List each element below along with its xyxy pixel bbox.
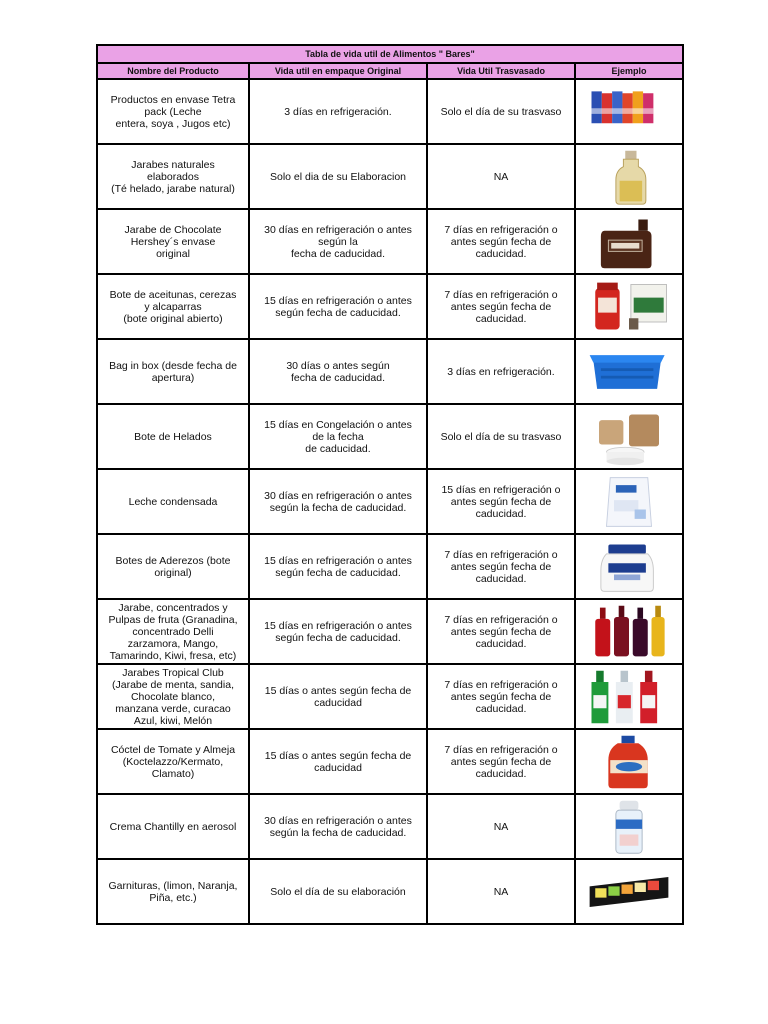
original-life-cell — [249, 469, 427, 534]
transferred-life: NA — [493, 820, 509, 833]
product-name: Cóctel de Tomate y Almeja (Koctelazzo/Kermato, Clamato) — [110, 743, 236, 780]
transferred-life-cell — [427, 859, 575, 924]
transferred-life: 3 días en refrigeración. — [447, 365, 555, 378]
original-life-cell — [249, 144, 427, 209]
product-name: Leche condensada — [128, 495, 218, 508]
product-name-cell — [97, 664, 249, 729]
transferred-life-cell — [427, 664, 575, 729]
product-name-cell — [97, 794, 249, 859]
original-life: 30 días o antes según fecha de caducidad. — [286, 359, 390, 384]
product-name-cell — [97, 209, 249, 274]
transferred-life: Solo el día de su trasvaso — [440, 105, 562, 118]
example-cell — [575, 794, 683, 859]
transferred-life-cell — [427, 534, 575, 599]
table-row-3 — [97, 209, 683, 274]
table-row-9 — [97, 599, 683, 664]
product-name: Productos en envase Tetra pack (Leche entera, soya , Jugos etc) — [110, 93, 236, 130]
product-name: Garnituras, (limon, Naranja, Piña, etc.) — [108, 879, 238, 904]
tropical-club-bottles-image — [581, 667, 677, 727]
example-cell — [575, 79, 683, 144]
product-name: Jarabes Tropical Club (Jarabe de menta, sandia, Chocolate blanco, manzana verde, curacao Azul, kiwi, Melón — [112, 666, 234, 727]
example-cell — [575, 664, 683, 729]
example-cell — [575, 339, 683, 404]
table-row-5 — [97, 339, 683, 404]
header-row — [97, 63, 683, 79]
product-name: Bote de aceitunas, cerezas y alcaparras (bote original abierto) — [109, 288, 237, 325]
original-life: 15 días en Congelación o antes de la fecha de caducidad. — [264, 418, 412, 455]
original-life: 15 días en refrigeración o antes según fecha de caducidad. — [264, 619, 412, 644]
transferred-life: 7 días en refrigeración o antes según fecha de caducidad. — [444, 223, 558, 260]
table-row-10 — [97, 664, 683, 729]
transferred-life-cell — [427, 599, 575, 664]
example-cell — [575, 144, 683, 209]
product-name-cell — [97, 859, 249, 924]
original-life: 3 días en refrigeración. — [284, 105, 392, 118]
glass-syrup-bottle-image — [581, 147, 677, 207]
fruit-syrup-bottles-image — [581, 602, 677, 662]
original-life: Solo el dia de su Elaboracion — [269, 170, 406, 183]
example-cell — [575, 209, 683, 274]
original-life-cell — [249, 404, 427, 469]
example-cell — [575, 469, 683, 534]
transferred-life-cell — [427, 729, 575, 794]
table-row-1 — [97, 79, 683, 144]
clamato-bottle-image — [581, 732, 677, 792]
transferred-life-cell — [427, 144, 575, 209]
transferred-life-cell — [427, 79, 575, 144]
product-name-cell — [97, 144, 249, 209]
header-original-life: Vida util en empaque Original — [249, 63, 427, 79]
transferred-life: 7 días en refrigeración o antes según fecha de caducidad. — [444, 613, 558, 650]
product-name-cell — [97, 469, 249, 534]
example-cell — [575, 274, 683, 339]
hersheys-jug-image — [581, 212, 677, 272]
blue-crate-image — [581, 342, 677, 402]
product-name: Jarabe de Chocolate Hershey´s envase original — [124, 223, 222, 260]
table-row-11 — [97, 729, 683, 794]
table-title: Tabla de vida util de Alimentos " Bares" — [97, 45, 683, 63]
product-name: Jarabes naturales elaborados (Té helado, jarabe natural) — [111, 158, 235, 195]
whipped-cream-can-image — [581, 797, 677, 857]
original-life-cell — [249, 859, 427, 924]
original-life-cell — [249, 599, 427, 664]
transferred-life-cell — [427, 339, 575, 404]
original-life-cell — [249, 534, 427, 599]
product-name-cell — [97, 599, 249, 664]
garnish-tray-image — [581, 862, 677, 922]
original-life: Solo el día de su elaboración — [270, 885, 406, 898]
original-life: 15 días o antes según fecha de caducidad — [264, 749, 412, 774]
product-name-cell — [97, 339, 249, 404]
transferred-life-cell — [427, 274, 575, 339]
transferred-life: NA — [493, 170, 509, 183]
table-row-2 — [97, 144, 683, 209]
product-name-cell — [97, 79, 249, 144]
original-life-cell — [249, 664, 427, 729]
example-cell — [575, 404, 683, 469]
transferred-life: Solo el día de su trasvaso — [440, 430, 562, 443]
header-product: Nombre del Producto — [97, 63, 249, 79]
original-life-cell — [249, 79, 427, 144]
table-row-7 — [97, 469, 683, 534]
example-cell — [575, 534, 683, 599]
transferred-life: 7 días en refrigeración o antes según fecha de caducidad. — [444, 288, 558, 325]
header-transferred-life: Vida Util Trasvasado — [427, 63, 575, 79]
transferred-life: NA — [493, 885, 509, 898]
condensed-milk-bag-image — [581, 472, 677, 532]
product-name-cell — [97, 274, 249, 339]
product-name: Botes de Aderezos (bote original) — [115, 554, 231, 579]
original-life-cell — [249, 339, 427, 404]
table-row-12 — [97, 794, 683, 859]
product-name-cell — [97, 404, 249, 469]
example-cell — [575, 859, 683, 924]
transferred-life-cell — [427, 469, 575, 534]
product-name-cell — [97, 534, 249, 599]
table-row-6 — [97, 404, 683, 469]
ice-cream-tubs-image — [581, 407, 677, 467]
shelf-life-sheet — [96, 44, 682, 925]
original-life: 15 días en refrigeración o antes según fecha de caducidad. — [264, 294, 412, 319]
original-life: 30 días en refrigeración o antes según la fecha de caducidad. — [264, 489, 412, 514]
product-name: Bote de Helados — [134, 430, 212, 443]
original-life-cell — [249, 274, 427, 339]
header-example: Ejemplo — [575, 63, 683, 79]
table-row-13 — [97, 859, 683, 924]
original-life: 15 días o antes según fecha de caducidad — [264, 684, 412, 709]
title-row — [97, 45, 683, 63]
original-life: 30 días en refrigeración o antes según la fecha de caducidad. — [264, 814, 412, 839]
table-row-8 — [97, 534, 683, 599]
transferred-life: 7 días en refrigeración o antes según fecha de caducidad. — [444, 743, 558, 780]
original-life-cell — [249, 209, 427, 274]
original-life: 15 días en refrigeración o antes según fecha de caducidad. — [264, 554, 412, 579]
transferred-life: 7 días en refrigeración o antes según fecha de caducidad. — [444, 678, 558, 715]
transferred-life-cell — [427, 794, 575, 859]
transferred-life-cell — [427, 404, 575, 469]
table-body — [97, 79, 683, 924]
tetra-pack-cartons-image — [581, 82, 677, 142]
product-name-cell — [97, 729, 249, 794]
transferred-life: 7 días en refrigeración o antes según fecha de caducidad. — [444, 548, 558, 585]
original-life-cell — [249, 794, 427, 859]
product-name: Bag in box (desde fecha de apertura) — [109, 359, 237, 384]
example-cell — [575, 729, 683, 794]
original-life: 30 días en refrigeración o antes según la fecha de caducidad. — [264, 223, 412, 260]
olive-cherry-jars-image — [581, 277, 677, 337]
table-row-4 — [97, 274, 683, 339]
shelf-life-table — [96, 44, 684, 925]
product-name: Crema Chantilly en aerosol — [109, 820, 237, 833]
original-life-cell — [249, 729, 427, 794]
transferred-life-cell — [427, 209, 575, 274]
example-cell — [575, 599, 683, 664]
transferred-life: 15 días en refrigeración o antes según fecha de caducidad. — [441, 483, 561, 520]
product-name: Jarabe, concentrados y Pulpas de fruta (Granadina, concentrado Delli zarzamora, Mango, Tamarindo, Kiwi, fresa, etc) — [108, 601, 238, 662]
dressing-jar-image — [581, 537, 677, 597]
